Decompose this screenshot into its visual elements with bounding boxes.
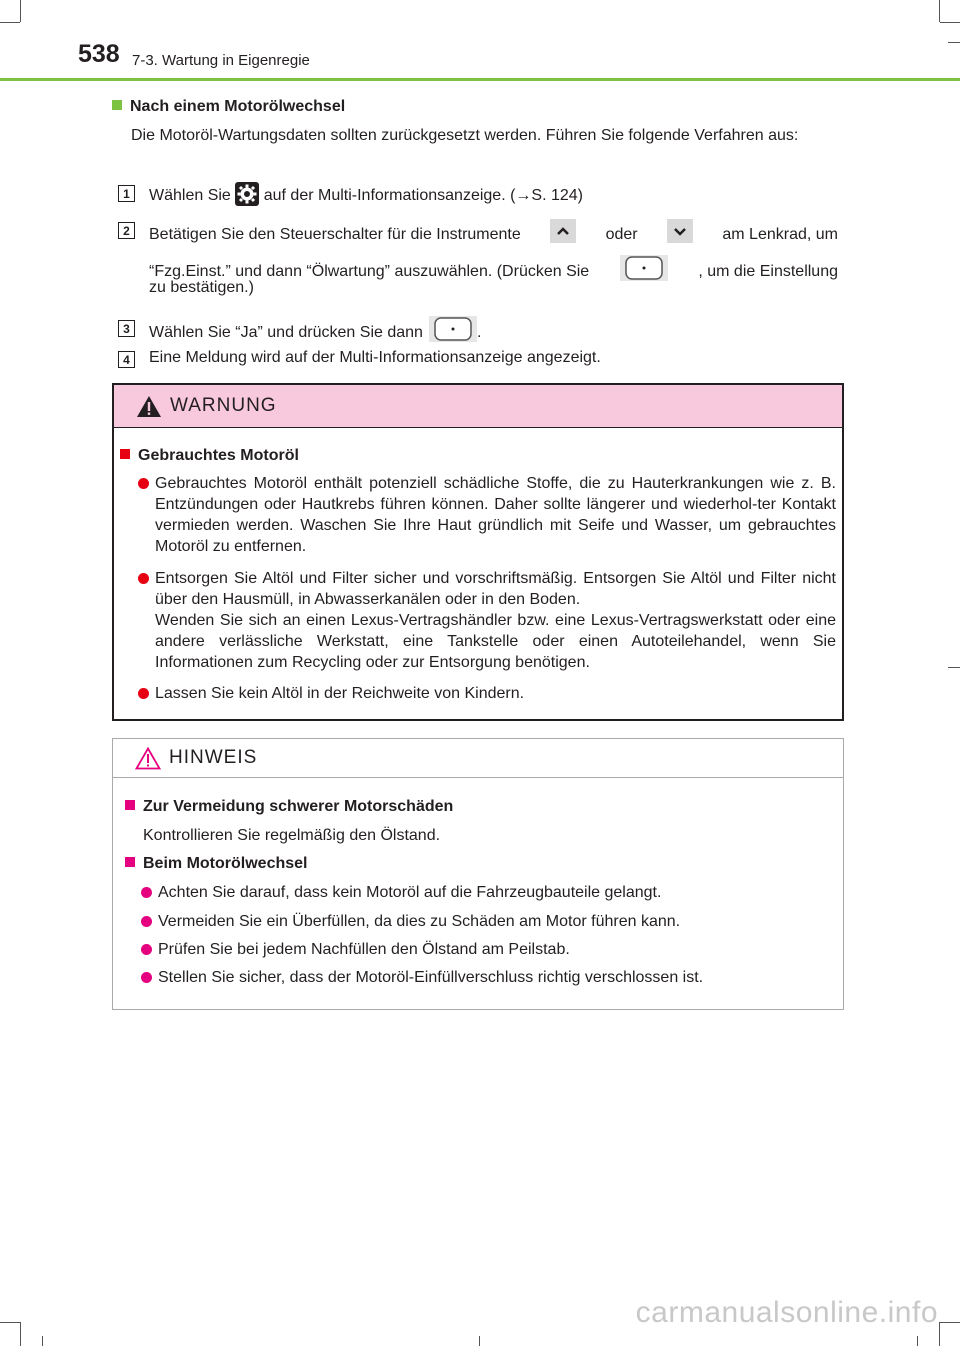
- warning-title: WARNUNG: [170, 395, 277, 416]
- warning-triangle-icon: [136, 395, 162, 418]
- warning-header: [114, 385, 842, 428]
- arrow-right-icon: →: [515, 187, 532, 204]
- bullet-icon: [141, 916, 152, 927]
- crop-mark: [948, 667, 960, 668]
- step-2-line-3: zu bestätigen.): [149, 279, 254, 296]
- step-number: 3: [118, 320, 135, 337]
- bullet-icon: [141, 972, 152, 983]
- settings-gear-icon: [235, 182, 259, 213]
- intro-text: Die Motoröl-Wartungsdaten sollten zurückgesetzt werden. Führen Sie folgende Verfahren aus:: [131, 127, 799, 144]
- warning-bullet: Entsorgen Sie Altöl und Filter sicher und vorschriftsmäßig. Entsorgen Sie Altöl und Filter nicht über den Hausmüll, in Abwasserkanälen oder in den Boden. Wenden Sie sich an einen Lexus-Vertragshändler bzw. eine Lexus-Vertragswerkstatt oder eine andere verlässliche Werkstatt, eine Tankstelle oder einen Autoteilehandel, wenn Sie Informationen zum Recycling oder zur Entsorgung benötigen.: [138, 568, 836, 673]
- heading-square-icon: [125, 857, 135, 867]
- chevron-down-icon: [667, 219, 693, 250]
- watermark: carmanualsonline.info: [635, 1296, 938, 1329]
- chevron-up-icon: [550, 219, 576, 250]
- crop-mark: [0, 22, 20, 23]
- step-number: 1: [118, 185, 135, 202]
- note-heading-2: Beim Motorölwechsel: [125, 853, 307, 875]
- warning-box: [112, 383, 844, 721]
- crop-mark: [939, 1322, 940, 1346]
- bullet-icon: [138, 688, 149, 699]
- note-bullet: Stellen Sie sicher, dass der Motoröl-Einfüllverschluss richtig verschlossen ist.: [141, 967, 831, 988]
- step-2-line-1: Betätigen Sie den Steuerschalter für die Instrumente oder am Lenkrad, um: [149, 219, 838, 250]
- crop-mark: [940, 22, 960, 23]
- note-box: [112, 738, 844, 1010]
- note-bullet: Achten Sie darauf, dass kein Motoröl auf die Fahrzeugbauteile gelangt.: [141, 882, 831, 903]
- heading-square-icon: [112, 100, 122, 110]
- page-number: 538: [78, 40, 120, 68]
- bullet-icon: [138, 478, 149, 489]
- caution-triangle-icon: [135, 747, 161, 770]
- note-title: HINWEIS: [169, 747, 258, 768]
- step-2-line-2: “Fzg.Einst.” und dann “Ölwartung” auszuwählen. (Drücken Sie , um die Einstellung: [149, 255, 838, 288]
- step-number: 4: [118, 351, 135, 368]
- crop-mark: [479, 1336, 480, 1346]
- step-3-text: Wählen Sie “Ja” und drücken Sie dann .: [149, 316, 481, 349]
- crop-mark: [42, 1336, 43, 1346]
- crop-mark: [917, 1336, 918, 1346]
- note-header: [113, 739, 843, 778]
- crop-mark: [948, 42, 960, 43]
- enter-button-icon: [620, 255, 668, 288]
- bullet-icon: [138, 573, 149, 584]
- warning-heading: Gebrauchtes Motoröl: [120, 445, 299, 467]
- note-text-1: Kontrollieren Sie regelmäßig den Ölstand.: [143, 827, 441, 844]
- step-1-text: Wählen Sie auf der Multi-Informationsanzeige. (→S. 124): [149, 182, 583, 213]
- bullet-icon: [141, 887, 152, 898]
- step-4-text: Eine Meldung wird auf der Multi-Informationsanzeige angezeigt.: [149, 349, 601, 366]
- section-title: 7-3. Wartung in Eigenregie: [132, 52, 310, 69]
- crop-mark: [939, 0, 940, 22]
- step-number: 2: [118, 222, 135, 239]
- enter-button-icon: [429, 316, 477, 349]
- crop-mark: [0, 1322, 20, 1323]
- note-bullet: Prüfen Sie bei jedem Nachfüllen den Ölstand am Peilstab.: [141, 939, 831, 960]
- main-heading: Nach einem Motorölwechsel: [112, 96, 345, 118]
- crop-mark: [20, 0, 21, 22]
- heading-square-icon: [125, 800, 135, 810]
- crop-mark: [940, 1322, 960, 1323]
- note-bullet: Vermeiden Sie ein Überfüllen, da dies zu Schäden am Motor führen kann.: [141, 911, 831, 932]
- note-heading-1: Zur Vermeidung schwerer Motorschäden: [125, 796, 453, 818]
- crop-mark: [20, 1322, 21, 1346]
- heading-square-icon: [120, 449, 130, 459]
- header-rule: [0, 78, 960, 81]
- warning-bullet: Gebrauchtes Motoröl enthält potenziell schädliche Stoffe, die zu Hauterkrankungen wie z. B. Entzündungen oder Hautkrebs führen können. Daher sollte längerer und wiederhol-ter Kontakt vermieden werden. Waschen Sie Ihre Haut gründlich mit Seife und Wasser, um gebrauchtes Motoröl zu entfernen.: [138, 473, 836, 557]
- bullet-icon: [141, 944, 152, 955]
- warning-bullet: Lassen Sie kein Altöl in der Reichweite von Kindern.: [138, 683, 836, 704]
